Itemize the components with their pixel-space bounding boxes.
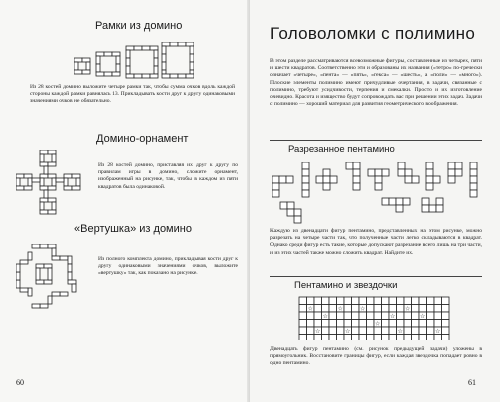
- grid-cell: [352, 327, 360, 335]
- grid-cell: [352, 305, 360, 313]
- grid-cell: [374, 335, 382, 341]
- grid-cell: [337, 327, 345, 335]
- grid-cell: [434, 320, 442, 328]
- grid-cell: [322, 327, 330, 335]
- domino-frames-text: Из 28 костей домино выложите четыре рамки так, чтобы сумма очков вдоль каждой стороны каждой рамки равнялась 13. Прикладывать кости друг к другу одинаковыми значениями очков не обязательно.: [30, 84, 235, 105]
- grid-cell: [419, 297, 427, 305]
- grid-cell: [352, 335, 360, 341]
- grid-cell: [299, 320, 307, 328]
- grid-cell: [382, 297, 390, 305]
- grid-cell: [374, 305, 382, 313]
- pentomino-stars-text: Двенадцать фигур пентамино (см. рисунок предыдущей задачи) уложены в прямоугольник. Восстановите границы фигур, если каждая звездочка попадает ровно в одно пентамино.: [270, 346, 482, 367]
- grid-cell: [344, 297, 352, 305]
- grid-cell: [352, 312, 360, 320]
- domino-pinwheel-figure: [16, 244, 82, 310]
- grid-cell: [367, 297, 375, 305]
- grid-cell: [329, 327, 337, 335]
- cut-pentomino-title: Разрезанное пентамино: [288, 144, 395, 155]
- grid-cell: [382, 320, 390, 328]
- grid-cell: [412, 327, 420, 335]
- grid-cell: [367, 327, 375, 335]
- grid-cell: [389, 297, 397, 305]
- domino-frames-figure: [74, 42, 194, 82]
- grid-cell: [397, 312, 405, 320]
- grid-cell: [412, 305, 420, 313]
- star-icon: ☆: [307, 306, 313, 313]
- domino-pinwheel-text: Из полного комплекта домино, прикладывая кости друг к другу одинаковыми значениями очков, выложите «вертушку» так, как показано на рисунке.: [98, 256, 238, 277]
- grid-cell: [427, 335, 435, 341]
- polymino-intro-text: В этом разделе рассматриваются всевозможные фигуры, составленные из четырех, пяти и шести квадратов. Соответственно эти и образованы их названия («тетро» по-гречески означает «четыре», «пента» — «пять», «гекса» — «шесть», а «поли» — «много»). Плоские элементы полимино имеют причудливые очертания, в задачи, связанные с полимино, требуют усидчивости, терпения и смекалки. Просто и их изготовление очевидно. Красота и изящество будут сопровождать вас при решении этих задач. Задачи с полимино — хороший материал для развития геометрического воображения.: [270, 58, 482, 108]
- star-icon: ☆: [435, 328, 441, 335]
- grid-cell: [329, 305, 337, 313]
- grid-cell: [412, 312, 420, 320]
- grid-cell: [314, 297, 322, 305]
- grid-cell: [352, 320, 360, 328]
- right-page-number: 61: [468, 378, 476, 387]
- grid-cell: [299, 305, 307, 313]
- section-divider: [270, 140, 482, 141]
- grid-cell: [329, 297, 337, 305]
- grid-cell: [322, 297, 330, 305]
- grid-cell: [404, 335, 412, 341]
- grid-cell: [389, 327, 397, 335]
- domino-pinwheel-title: «Вертушка» из домино: [74, 223, 192, 235]
- grid-cell: [419, 305, 427, 313]
- grid-cell: [442, 297, 450, 305]
- grid-cell: [397, 320, 405, 328]
- grid-cell: [359, 297, 367, 305]
- grid-cell: [419, 327, 427, 335]
- grid-cell: [322, 320, 330, 328]
- grid-cell: [322, 335, 330, 341]
- grid-cell: [337, 320, 345, 328]
- grid-cell: [344, 320, 352, 328]
- grid-cell: [344, 335, 352, 341]
- grid-cell: [427, 320, 435, 328]
- star-icon: ☆: [345, 328, 351, 335]
- grid-cell: [374, 327, 382, 335]
- grid-cell: [427, 305, 435, 313]
- grid-cell: [307, 327, 315, 335]
- grid-cell: [442, 312, 450, 320]
- right-page: [250, 0, 500, 402]
- grid-cell: [307, 297, 315, 305]
- grid-cell: [389, 320, 397, 328]
- grid-cell: [427, 327, 435, 335]
- grid-cell: [359, 320, 367, 328]
- grid-cell: [337, 297, 345, 305]
- grid-cell: [299, 312, 307, 320]
- grid-cell: [442, 335, 450, 341]
- pentomino-stars-title: Пентамино и звездочки: [294, 280, 398, 291]
- star-icon: ☆: [390, 313, 396, 320]
- grid-cell: [374, 312, 382, 320]
- star-icon: ☆: [397, 328, 403, 335]
- grid-cell: [419, 335, 427, 341]
- grid-cell: [329, 320, 337, 328]
- grid-cell: [329, 312, 337, 320]
- domino-ornament-title: Домино-орнамент: [96, 133, 189, 145]
- grid-cell: [389, 305, 397, 313]
- grid-cell: [337, 312, 345, 320]
- grid-cell: [434, 312, 442, 320]
- grid-cell: [367, 312, 375, 320]
- grid-cell: [314, 335, 322, 341]
- domino-ornament-text: Из 28 костей домино, приставляя их друг к другу по правилам игры в домино, сложите орнамент, изображенный на рисунке, так, чтобы в каждом из пяти квадратов была одинаковой.: [98, 162, 238, 190]
- grid-cell: [359, 312, 367, 320]
- grid-cell: [434, 297, 442, 305]
- domino-ornament-figure: [16, 150, 88, 222]
- star-icon: ☆: [322, 313, 328, 320]
- grid-cell: [359, 335, 367, 341]
- grid-cell: [307, 312, 315, 320]
- grid-cell: [382, 327, 390, 335]
- star-icon: ☆: [360, 306, 366, 313]
- grid-cell: [404, 297, 412, 305]
- grid-cell: [367, 305, 375, 313]
- grid-cell: [434, 335, 442, 341]
- grid-cell: [299, 335, 307, 341]
- star-icon: ☆: [315, 328, 321, 335]
- section-divider-2: [270, 276, 482, 277]
- pentomino-set-figure: [272, 162, 482, 224]
- grid-cell: [442, 305, 450, 313]
- pentomino-shapes: [272, 162, 477, 223]
- grid-cell: [329, 335, 337, 341]
- grid-cell: [352, 297, 360, 305]
- grid-cell: [359, 327, 367, 335]
- grid-cell: [307, 335, 315, 341]
- star-icon: ☆: [420, 313, 426, 320]
- grid-cell: [382, 312, 390, 320]
- grid-cell: [314, 320, 322, 328]
- grid-cell: [322, 305, 330, 313]
- grid-cell: [382, 335, 390, 341]
- grid-cell: [337, 335, 345, 341]
- grid-cell: [344, 312, 352, 320]
- grid-cell: [419, 320, 427, 328]
- grid-cell: [397, 335, 405, 341]
- grid-cell: [307, 320, 315, 328]
- grid-cell: [404, 327, 412, 335]
- grid-cell: [397, 305, 405, 313]
- grid-cell: [412, 297, 420, 305]
- grid-cell: [382, 305, 390, 313]
- grid-cell: [442, 320, 450, 328]
- star-icon: ☆: [375, 321, 381, 328]
- domino-frames-title: Рамки из домино: [95, 20, 183, 32]
- grid-cell: [404, 312, 412, 320]
- grid-cell: [412, 320, 420, 328]
- grid-cell: [434, 305, 442, 313]
- grid-cell: [299, 297, 307, 305]
- grid-cell: [397, 297, 405, 305]
- grid-cell: [427, 297, 435, 305]
- grid-cell: [314, 312, 322, 320]
- grid-cell: [412, 335, 420, 341]
- grid-cell: [374, 297, 382, 305]
- grid-cell: [389, 335, 397, 341]
- grid-cell: [404, 320, 412, 328]
- grid-cell: [344, 305, 352, 313]
- polymino-main-title: Головоломки с полимино: [270, 24, 476, 43]
- left-page-number: 60: [16, 378, 24, 387]
- pentomino-stars-grid: [298, 296, 458, 340]
- grid-cell: [442, 327, 450, 335]
- grid-cell: [367, 320, 375, 328]
- grid-cell: [314, 305, 322, 313]
- cut-pentomino-text: Каждую из двенадцати фигур пентамино, представленных на этом рисунке, можно разрезать на четыре части так, что полученные части легко складываются в квадрат. Однако среди фигур есть такие, которые допускают разрезание всего лишь на три части, и из этих частей также можно сложить квадрат. Найдите их.: [270, 228, 482, 256]
- grid-cell: [299, 327, 307, 335]
- star-icon: ☆: [337, 306, 343, 313]
- star-icon: ☆: [405, 306, 411, 313]
- grid-cell: [367, 335, 375, 341]
- grid-cell: [427, 312, 435, 320]
